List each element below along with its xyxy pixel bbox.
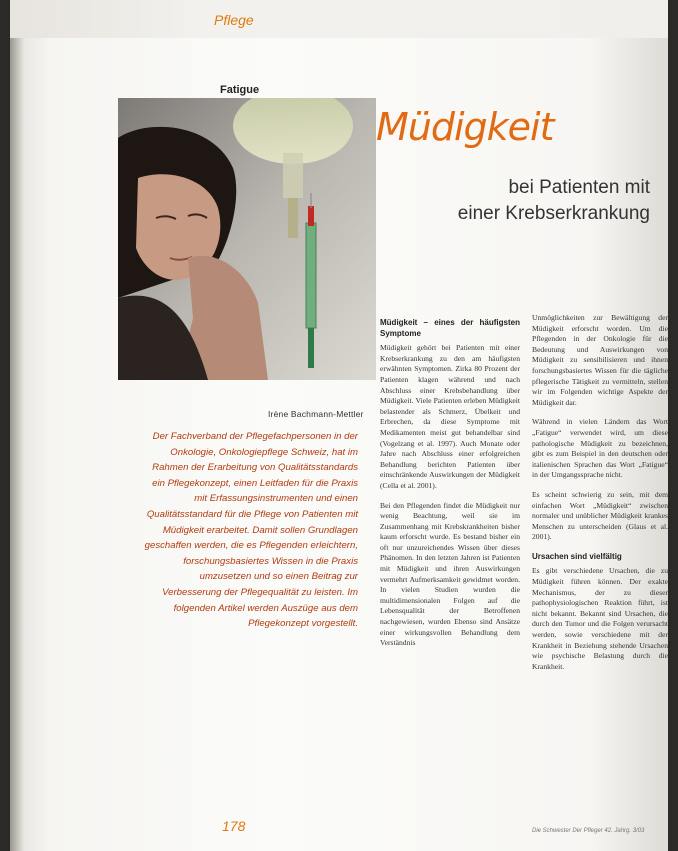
body-paragraph: Unmöglichkeiten zur Bewältigung der Müdigkeit erforscht worden. Um die Pflegenden in der Onkologie für die Bedeutung und Auswirkungen von Müdigkeit zu sensibilisieren und ihnen forschungsbasiertes Wissen für die tägliche pflegerische Tätigkeit zu vermitteln, stellen wir im Folgenden wichtige Aspekte der Müdigkeit dar. [532,313,668,407]
body-paragraph: Während in vielen Ländern das Wort „Fatigue“ verwendet wird, um diese pathologische Müdigkeit zu bezeichnen, gibt es zum Beispiel in den deutschen oder italienischen Sprachen das Wort „Fatigue“ in der Umgangssprache nicht. [532,417,668,480]
subtitle-line-2: einer Krebserkrankung [457,203,650,224]
text-column-2 [532,313,668,833]
kicker: Fatigue [220,84,260,96]
page-gutter [10,0,24,851]
article-title: Müdigkeit [376,105,554,149]
text-column-1 [380,318,520,838]
column-heading: Ursachen sind vielfältig [532,551,622,561]
body-paragraph: Bei den Pflegenden findet die Müdigkeit nur wenig Beachtung, weil sie im Zusammenhang mit Krebskrankheiten bisher kaum erforscht wurde. Es bestand bisher ein oft nur unzureichendes Wissen über dieses Phänomen. In den letzten Jahren ist Patienten mit Müdigkeit und ihren Auswirkungen vermehrt Aufmerksamkeit gewidmet worden. In vielen Studien wurden die multidimensionalen Folgen auf die Lebensqualität der Betroffenen nachgewiesen, wurden Ebenso sind Ansätze einer wirkungsvollen Behandlung dem Verständnis [380,500,520,648]
body-paragraph: Müdigkeit gehört bei Patienten mit einer Krebserkrankung zu den am häufigsten erwähnten Symptomen. Zirka 80 Prozent der Patienten klagen während und nach Abschluss einer Krebsbehandlung über Müdigkeit. Viele Patienten erleben Müdigkeit belastender als Schmerz, Übelkeit und Erbrechen, da diese Symptome mit Medikamenten meist gut behandelbar sind (Vogelzang et al. 1997). Auch Monate oder Jahre nach Abschluss einer erfolgreichen Behandlung berichten Patienten über einschränkende Auswirkungen der Müdigkeit (Cella et al. 2001). [380,343,520,490]
footer-source: Die Schwester Der Pfleger 42. Jahrg. 3/03 [532,828,645,834]
subtitle-line-1: bei Patienten mit [508,177,650,198]
body-paragraph: Es gibt verschiedene Ursachen, die zu Müdigkeit führen können. Der exakte Mechanismus, der zu dieser pathophysiologischen Reaktion führt, ist nicht bekannt. Bekannt sind Ursachen, die durch den Tumor und die Folgen verursacht werden, sowie verschiedene mit der Krankheit in Beziehung stehende Ursachen wie psychische Belastung durch die Krankheit. [532,566,668,671]
header-band [10,0,668,38]
photo-illustration [118,98,376,380]
article-photo [118,98,376,380]
author-name: Irène Bachmann-Mettler [268,409,364,419]
section-label: Pflege [214,12,254,28]
page-number: 178 [222,818,246,834]
body-paragraph: Es scheint schwierig zu sein, mit dem einfachen Wort „Müdigkeit“ zwischen normaler und unüblicher Müdigkeit krankes Menschen zu unterscheiden (Glaus et al. 2001). [532,489,668,542]
lead-paragraph: Der Fachverband der Pflegefachpersonen in der Onkologie, Onkologiepflege Schweiz, hat im Rahmen der Erarbeitung von Qualitätsstandards ein Pflegekonzept, einen Leitfaden für die Praxis mit Erfassungsinstrumenten und einen Qualitätsstandard für die Pflege von Patienten mit Müdigkeit erarbeitet. Damit sollen Grundlagen geschaffen werden, die es Pflegenden erleichtern, forschungsbasiertes Wissen in die Praxis umzusetzen und so einen Beitrag zur Verbesserung der Pflegequalität zu leisten. Im folgenden Artikel werden Auszüge aus dem Pflegekonzept vorgestellt. [144,431,358,630]
magazine-page [10,0,668,851]
column-heading: Müdigkeit – eines der häufigsten Symptome [380,318,520,338]
